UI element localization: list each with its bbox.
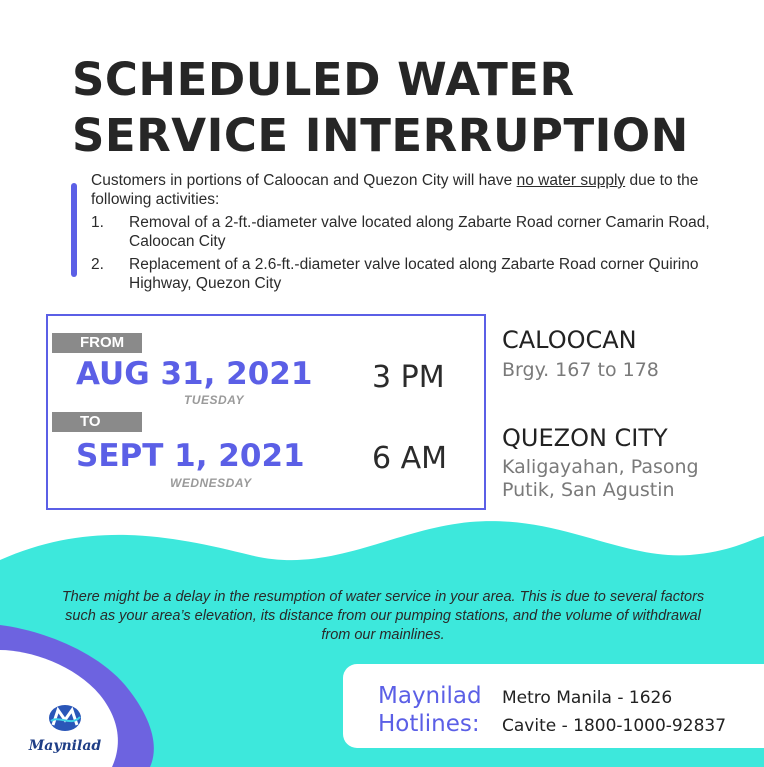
title-line-1: SCHEDULED WATER	[72, 53, 575, 106]
hotline-cavite: Cavite - 1800-1000-92837	[502, 716, 727, 736]
hotline-metro-manila: Metro Manila - 1626	[502, 688, 673, 708]
activity-number: 2.	[91, 256, 104, 273]
area-details: Kaligayahan, Pasong Putik, San Agustin	[502, 456, 699, 501]
hotlines-title	[378, 682, 482, 738]
from-tag: FROM	[52, 333, 142, 353]
to-day: WEDNESDAY	[170, 476, 252, 490]
from-day: TUESDAY	[184, 393, 244, 407]
activity-text: Replacement of a 2.6-ft.-diameter valve located along Zabarte Road corner Quirino Highway, Quezon City	[129, 256, 699, 292]
area-details: Brgy. 167 to 178	[502, 359, 659, 381]
hotlines-title-line1: Maynilad	[378, 683, 482, 709]
intro-underlined: no water supply	[516, 172, 626, 189]
intro-before: Customers in portions of Caloocan and Quezon City will have	[91, 172, 517, 189]
to-date: SEPT 1, 2021	[76, 438, 305, 474]
intro-text	[91, 171, 759, 293]
from-date: AUG 31, 2021	[76, 356, 313, 392]
logo-mark-icon	[47, 703, 83, 733]
area-name: CALOOCAN	[502, 326, 637, 354]
intro-after: due to the following activities:	[91, 172, 699, 208]
title-line-2: SERVICE INTERRUPTION	[72, 109, 689, 162]
from-time: 3 PM	[372, 360, 445, 395]
page-title	[72, 52, 689, 164]
activity-text: Removal of a 2-ft.-diameter valve located along Zabarte Road corner Camarin Road, Caloocan City	[129, 214, 710, 250]
intro-sentence	[91, 171, 759, 209]
activity-number: 1.	[91, 214, 104, 231]
logo-text: Maynilad	[28, 738, 102, 754]
hotlines-title-line2: Hotlines:	[378, 711, 480, 737]
maynilad-logo	[26, 703, 104, 754]
delay-notice: There might be a delay in the resumption of water service in your area. This is due to several factors such as your area’s elevation, its distance from our pumping stations, and the volume of withdrawal from our mainlines.	[61, 589, 705, 643]
activity-item	[91, 255, 759, 293]
to-tag: TO	[52, 412, 142, 432]
schedule-box	[46, 314, 486, 510]
to-time: 6 AM	[372, 441, 448, 476]
activity-item	[91, 213, 759, 251]
intro-accent-bar	[71, 183, 77, 277]
hotlines-list	[502, 684, 726, 740]
area-name: QUEZON CITY	[502, 424, 668, 452]
